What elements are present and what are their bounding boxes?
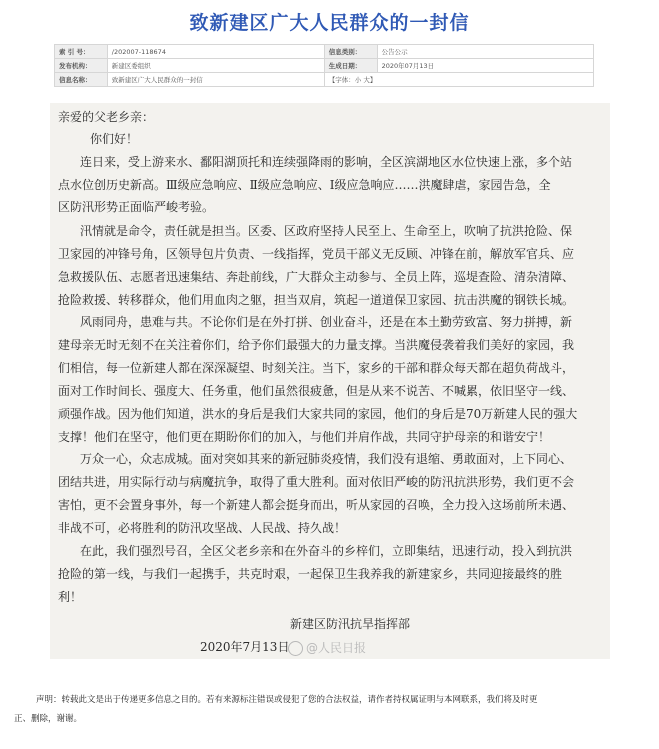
letter-line: 顽强作战。因为他们知道，洪水的身后是我们大家共同的家园，他们的身后是70万新建人民的强大 bbox=[58, 407, 578, 421]
letter-line: 在此，我们强烈号召，全区父老乡亲和在外奋斗的乡梓们，立即集结，迅速行动，投入到抗洪 bbox=[80, 544, 573, 558]
publisher-value: 新建区委组织 bbox=[107, 59, 324, 73]
page-title: 致新建区广大人民群众的一封信 bbox=[189, 12, 470, 34]
disclaimer: 声明：转载此文是出于传递更多信息之目的。若有来源标注错误或侵犯了您的合法权益，请作者持权属证明与本网联系，我们将及时更 bbox=[36, 695, 538, 705]
watermark bbox=[288, 639, 366, 656]
date-label: 生成日期： bbox=[324, 59, 377, 73]
letter-line: 建母亲无时无刻不在关注着你们，给予你们最强大的力量支撑。当洪魔侵袭着我们美好的家园，我 bbox=[58, 338, 575, 352]
greeting: 你们好！ bbox=[90, 132, 139, 146]
name-label: 信息名称： bbox=[55, 73, 108, 87]
category-value: 公告公示 bbox=[377, 45, 593, 59]
signature-org: 新建区防汛抗旱指挥部 bbox=[290, 617, 411, 631]
letter-line: 点水位创历史新高。Ⅲ级应急响应、Ⅱ级应急响应、Ⅰ级应急响应……洪魔肆虐，家园告急，全 bbox=[58, 178, 551, 192]
letter-line: 抢险救援、转移群众，他们用血肉之躯，担当双肩，筑起一道道保卫家园、抗击洪魔的钢铁长城。 bbox=[58, 293, 575, 307]
letter-line: 团结共进，用实际行动与病魔抗争，取得了重大胜利。面对依旧严峻的防汛抗洪形势，我们更不会 bbox=[58, 475, 575, 489]
letter-line: 急救援队伍、志愿者迅速集结、奔赴前线，广大群众主动参与、全员上阵，巡堤查险、清杂清障、 bbox=[58, 270, 575, 284]
letter-line: 面对工作时间长、强度大、任务重，他们虽然很疲惫，但是从来不说苦、不喊累，依旧坚守一线、 bbox=[58, 384, 575, 398]
letter-line: 卫家园的冲锋号角，区领导包片负责、一线指挥，党员干部义无反顾、冲锋在前，解放军官兵、应 bbox=[58, 247, 575, 261]
font-size-toggle[interactable]: 【字体：小 大】 bbox=[324, 73, 593, 87]
index-label: 索 引 号： bbox=[55, 45, 108, 59]
letter-line: 连日来，受上游来水、鄱阳湖顶托和连续强降雨的影响，全区滨湖地区水位快速上涨，多个站 bbox=[80, 155, 573, 169]
salutation: 亲爱的父老乡亲： bbox=[58, 110, 155, 124]
letter-line: 汛情就是命令，责任就是担当。区委、区政府坚持人民至上、生命至上，吹响了抗洪抢险、保 bbox=[80, 224, 573, 238]
letter-line: 万众一心，众志成城。面对突如其来的新冠肺炎疫情，我们没有退缩、勇敢面对，上下同心、 bbox=[80, 452, 573, 466]
watermark-text: @人民日报 bbox=[306, 641, 367, 655]
signature-date: 2020年7月13日 bbox=[200, 640, 290, 654]
letter-line: 抢险的第一线，与我们一起携手，共克时艰，一起保卫生我养我的新建家乡，共同迎接最终的胜 bbox=[58, 567, 563, 581]
letter-line: 利！ bbox=[58, 590, 83, 604]
category-label: 信息类别： bbox=[324, 45, 377, 59]
info-table bbox=[54, 44, 594, 87]
letter-line: 们相信，每一位新建人都在深深凝望、时刻关注。当下，家乡的干部和群众每天都在超负荷战斗， bbox=[58, 361, 575, 375]
name-value: 致新建区广大人民群众的一封信 bbox=[107, 73, 324, 87]
letter-line: 非战不可，必将胜利的防汛攻坚战、人民战、持久战！ bbox=[58, 521, 347, 535]
weibo-icon bbox=[288, 641, 303, 656]
letter-line: 风雨同舟，患难与共。不论你们是在外打拼、创业奋斗，还是在本土勤劳致富、努力拼搏，新 bbox=[80, 315, 573, 329]
date-value: 2020年07月13日 bbox=[377, 59, 593, 73]
letter-line: 区防汛形势正面临严峻考验。 bbox=[58, 200, 215, 214]
index-value: /202007-118674 bbox=[107, 45, 324, 59]
letter-line: 害怕，更不会置身事外，每一个新建人都会挺身而出，听从家园的召唤，全力投入这场前所未遇、 bbox=[58, 498, 575, 512]
disclaimer-cont: 正、删除，谢谢。 bbox=[14, 714, 83, 724]
letter-image bbox=[50, 103, 610, 659]
publisher-label: 发布机构： bbox=[55, 59, 108, 73]
letter-line: 支撑！他们在坚守，他们更在期盼你们的加入，与他们并肩作战，共同守护母亲的和谐安宁！ bbox=[58, 430, 551, 444]
